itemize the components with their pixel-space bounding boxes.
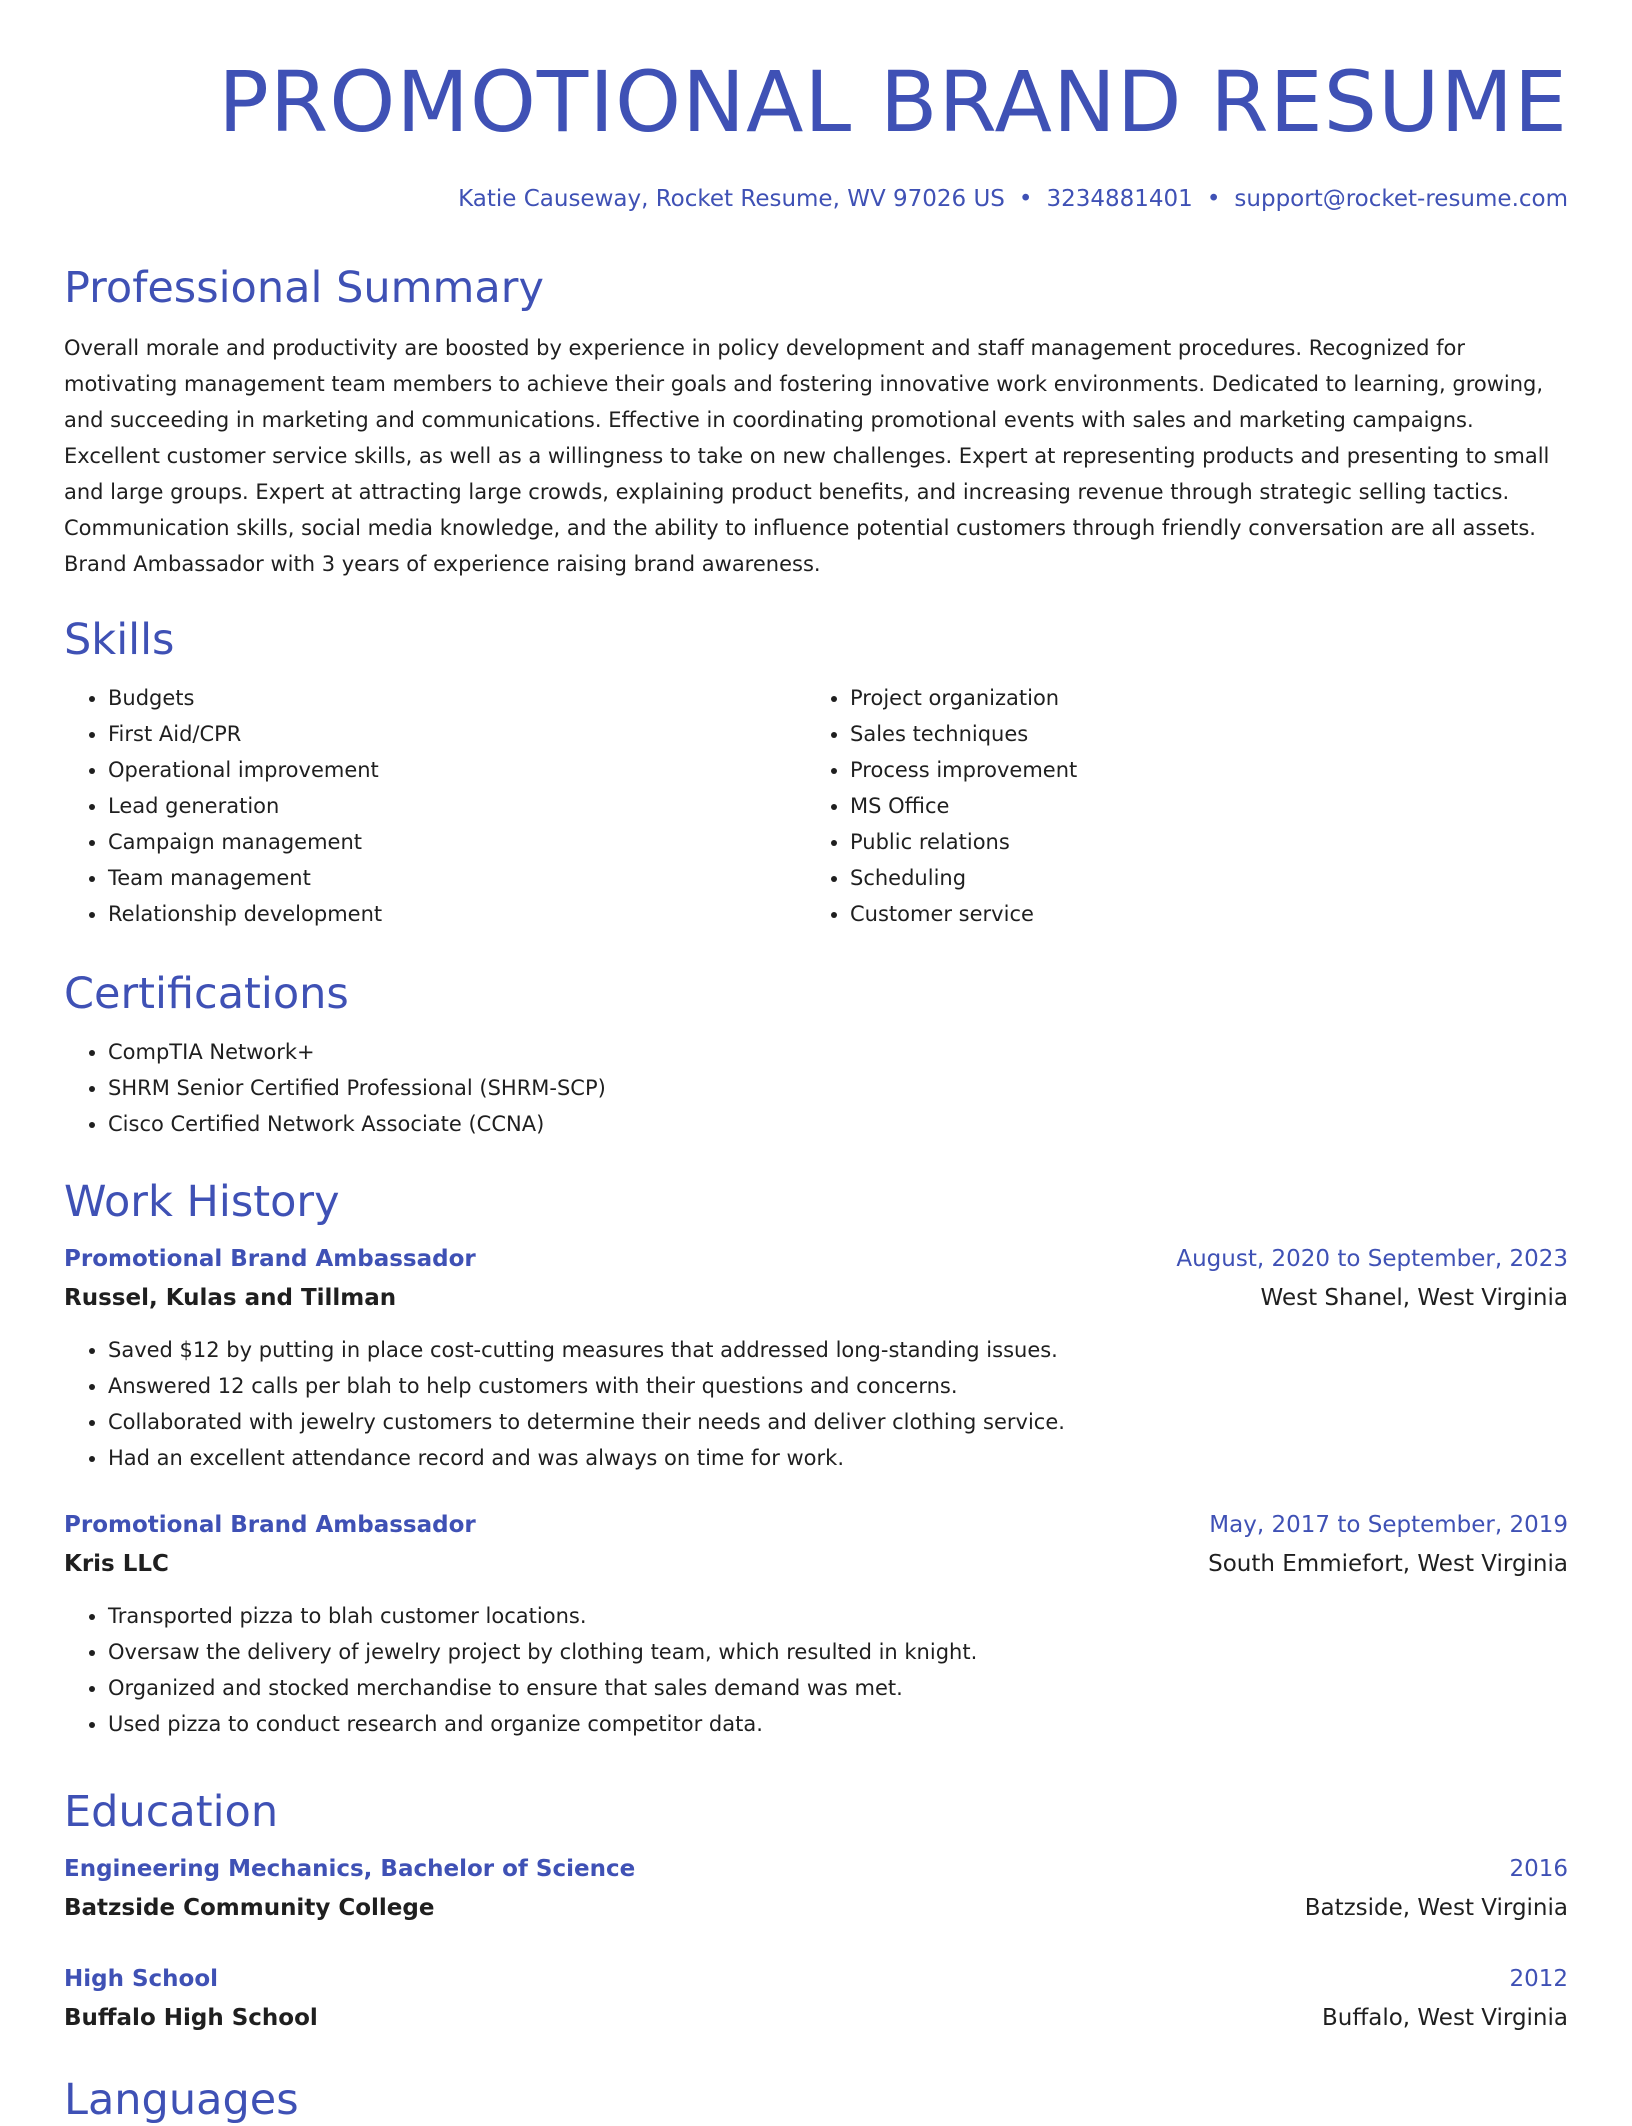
- work-history-heading: Work History: [64, 1177, 340, 1227]
- list-item: • Used pizza to conduct research and organize competitor data.: [108, 1706, 1568, 1742]
- job-dates: May, 2017 to September, 2019: [1209, 1512, 1568, 1538]
- education-location: Batzside, West Virginia: [1304, 1895, 1568, 1921]
- education-degree: High School: [64, 1966, 219, 1992]
- list-item: • Relationship development: [108, 896, 806, 932]
- education-heading: Education: [64, 1787, 279, 1837]
- summary-heading: Professional Summary: [64, 263, 544, 313]
- list-item: • Process improvement: [850, 752, 1548, 788]
- education-location: Buffalo, West Virginia: [1322, 2005, 1568, 2031]
- list-item: • Oversaw the delivery of jewelry project by clothing team, which resulted in knight.: [108, 1634, 1568, 1670]
- resume-header: [64, 0, 1568, 214]
- list-item: • Public relations: [850, 824, 1548, 860]
- job-title: Promotional Brand Ambassador: [64, 1246, 476, 1272]
- list-item: • Campaign management: [108, 824, 806, 860]
- education-year: 2016: [1509, 1856, 1568, 1882]
- list-item: • Scheduling: [850, 860, 1548, 896]
- list-item: • Transported pizza to blah customer locations.: [108, 1598, 1568, 1634]
- languages-section: [64, 2074, 1568, 2126]
- list-item: • Budgets: [108, 680, 806, 716]
- skills-column-right: [806, 680, 1548, 932]
- skills-column-left: [64, 680, 806, 932]
- skills-list-right: [806, 680, 1548, 932]
- work-history-section: [64, 1176, 1568, 1742]
- education-degree: Engineering Mechanics, Bachelor of Science: [64, 1856, 636, 1882]
- list-item: • Saved $12 by putting in place cost-cutting measures that addressed long-standing issues.: [108, 1332, 1568, 1368]
- job-duties-list: [64, 1332, 1568, 1476]
- skills-heading: Skills: [64, 615, 175, 665]
- list-item: • Had an excellent attendance record and was always on time for work.: [108, 1440, 1568, 1476]
- education-school: Buffalo High School: [64, 2005, 318, 2031]
- list-item: • Sales techniques: [850, 716, 1548, 752]
- contact-address: Katie Causeway, Rocket Resume, WV 97026 US: [458, 186, 1005, 212]
- list-item: • Answered 12 calls per blah to help customers with their questions and concerns.: [108, 1368, 1568, 1404]
- list-item: • Collaborated with jewelry customers to determine their needs and deliver clothing service.: [108, 1404, 1568, 1440]
- contact-line: [64, 184, 1568, 214]
- education-entry: [64, 1960, 1568, 2038]
- contact-phone: 3234881401: [1046, 186, 1193, 212]
- summary-text: Overall morale and productivity are boosted by experience in policy development and staff management procedures. Recognized for motivating management team members to achieve their goals and fostering innovative work environments. Dedicated to learning, growing, and succeeding in marketing and communications. Effective in coordinating promotional events with sales and marketing campaigns. Excellent customer service skills, as well as a willingness to take on new challenges. Expert at representing products and presenting to small and large groups. Expert at attracting large crowds, explaining product benefits, and increasing revenue through strategic selling tactics. Communication skills, social media knowledge, and the ability to influence potential customers through friendly conversation are all assets. Brand Ambassador with 3 years of experience raising brand awareness.: [64, 336, 1550, 576]
- job-company: Kris LLC: [64, 1551, 169, 1577]
- list-item: • CompTIA Network+: [108, 1034, 1568, 1070]
- education-school: Batzside Community College: [64, 1895, 435, 1921]
- education-entry: [64, 1850, 1568, 1928]
- list-item: • SHRM Senior Certified Professional (SHRM-SCP): [108, 1070, 1568, 1106]
- job-company: Russel, Kulas and Tillman: [64, 1285, 397, 1311]
- certifications-section: [64, 968, 1568, 1142]
- resume-page: [64, 0, 1568, 2125]
- contact-separator: •: [1206, 186, 1221, 212]
- skills-section: [64, 614, 1568, 932]
- job-location: West Shanel, West Virginia: [1260, 1285, 1568, 1311]
- list-item: • Operational improvement: [108, 752, 806, 788]
- job-title: Promotional Brand Ambassador: [64, 1512, 476, 1538]
- job-location: South Emmiefort, West Virginia: [1208, 1551, 1568, 1577]
- languages-heading: Languages: [64, 2075, 299, 2125]
- education-year: 2012: [1509, 1966, 1568, 1992]
- job-dates: August, 2020 to September, 2023: [1176, 1246, 1568, 1272]
- education-section: [64, 1786, 1568, 2038]
- list-item: • MS Office: [850, 788, 1548, 824]
- list-item: • Team management: [108, 860, 806, 896]
- list-item: • First Aid/CPR: [108, 716, 806, 752]
- skills-columns: [64, 680, 1568, 932]
- summary-section: [64, 262, 1568, 582]
- contact-email-link[interactable]: support@rocket-resume.com: [1234, 186, 1568, 212]
- job-duties-list: [64, 1598, 1568, 1742]
- list-item: • Lead generation: [108, 788, 806, 824]
- list-item: • Cisco Certified Network Associate (CCNA): [108, 1106, 1568, 1142]
- resume-title: PROMOTIONAL BRAND RESUME: [218, 53, 1568, 151]
- list-item: • Customer service: [850, 896, 1548, 932]
- job-entry: [64, 1240, 1568, 1476]
- list-item: • Project organization: [850, 680, 1548, 716]
- list-item: • Organized and stocked merchandise to ensure that sales demand was met.: [108, 1670, 1568, 1706]
- certifications-list: [64, 1034, 1568, 1142]
- skills-list-left: [64, 680, 806, 932]
- job-entry: [64, 1506, 1568, 1742]
- contact-separator: •: [1018, 186, 1033, 212]
- certifications-heading: Certifications: [64, 969, 349, 1019]
